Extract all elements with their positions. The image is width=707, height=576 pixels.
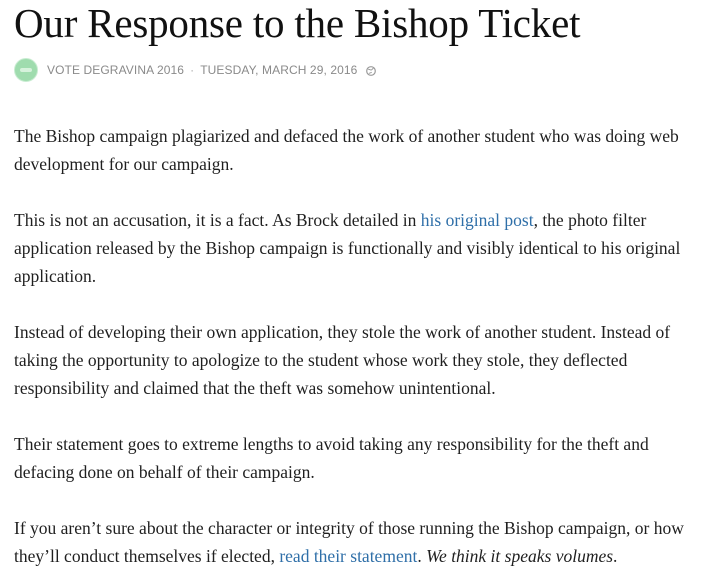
globe-icon [366, 65, 376, 75]
post-body [14, 122, 704, 576]
meta-separator: · [190, 63, 195, 77]
paragraph-2-text-after: , the photo filter application released by the Bishop campaign is functionally and visibly identical to his original application. [14, 210, 681, 286]
paragraph-5-text-mid: . [417, 546, 427, 566]
post-title: Our Response to the Bishop Ticket [14, 0, 581, 46]
post-meta [14, 58, 376, 82]
author-link[interactable]: VOTE DEGRAVINA 2016 [47, 63, 185, 77]
paragraph-2-text-before: This is not an accusation, it is a fact. As Brock detailed in [14, 210, 421, 230]
paragraph-1: The Bishop campaign plagiarized and defaced the work of another student who was doing web development for our campaign. [14, 126, 679, 174]
post-date-link[interactable]: TUESDAY, MARCH 29, 2016 [200, 63, 358, 77]
paragraph-3: Instead of developing their own application, they stole the work of another student. Instead of taking the opportunity to apologize to the student whose work they stole, they deflected responsibility and claimed that the theft was somehow unintentional. [14, 322, 671, 398]
paragraph-2 [14, 206, 704, 290]
paragraph-5-text-end: . [613, 546, 618, 566]
paragraph-5-emphasis: We think it speaks volumes [426, 546, 614, 566]
original-post-link[interactable]: his original post [420, 210, 534, 230]
statement-link[interactable]: read their statement [279, 546, 418, 566]
paragraph-5-text-before: If you aren’t sure about the character or integrity of those running the Bishop campaign, or how they’ll conduct themselves if elected, [14, 518, 684, 566]
paragraph-4: Their statement goes to extreme lengths to avoid taking any responsibility for the theft and defacing done on behalf of their campaign. [14, 434, 649, 482]
paragraph-5 [14, 514, 704, 570]
author-avatar[interactable] [14, 58, 38, 82]
